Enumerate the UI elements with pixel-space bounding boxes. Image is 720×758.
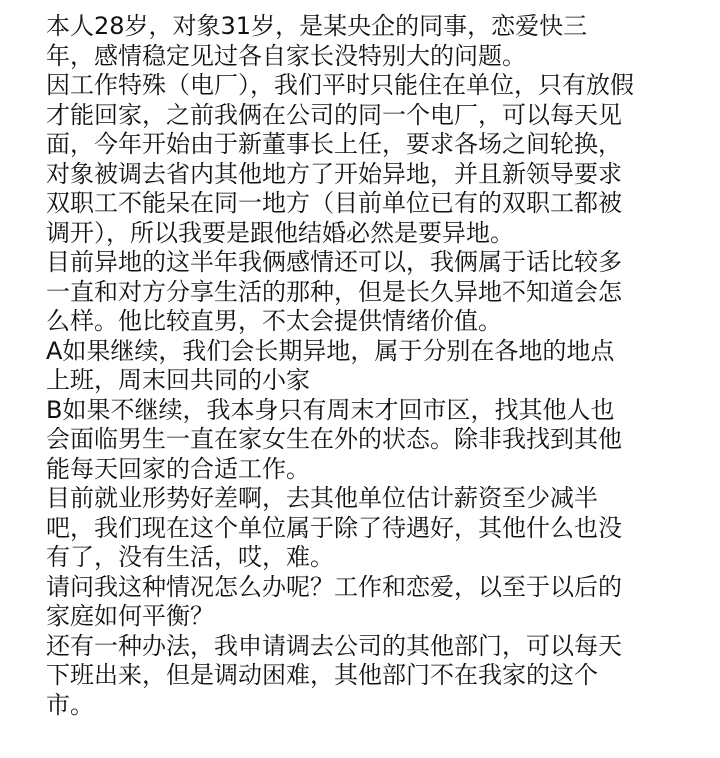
text-line: 目前就业形势好差啊，去其他单位估计薪资至少减半 (46, 484, 598, 512)
text-line: 有了，没有生活，哎，难。 (46, 543, 334, 571)
text-line: 么样。他比较直男，不太会提供情绪价值。 (46, 307, 502, 335)
text-line: 市。 (46, 690, 94, 719)
text-line: 本人28岁，对象31岁，是某央企的同事，恋爱快三 (46, 12, 588, 40)
text-line: 目前异地的这半年我俩感情还可以，我俩属于话比较多 (46, 248, 622, 276)
text-line: 请问我这种情况怎么办呢？工作和恋爱，以至于以后的 (46, 572, 622, 601)
text-line: B如果不继续，我本身只有周末才回市区，找其他人也 (46, 395, 615, 424)
text-line: 能每天回家的合适工作。 (46, 454, 310, 483)
text-line: 会面临男生一直在家女生在外的状态。除非我找到其他 (46, 425, 622, 453)
text-line: 双职工不能呆在同一地方（目前单位已有的双职工都被 (46, 189, 622, 217)
text-line: 还有一种办法，我申请调去公司的其他部门，可以每天 (46, 631, 622, 660)
text-line: A如果继续，我们会长期异地，属于分别在各地的地点 (46, 336, 615, 365)
text-line: 因工作特殊（电厂），我们平时只能住在单位，只有放假 (46, 71, 634, 99)
text-line: 对象被调去省内其他地方了开始异地，并且新领导要求 (46, 159, 622, 188)
text-line: 家庭如何平衡？ (46, 602, 214, 630)
text-line: 才能回家，之前我俩在公司的同一个电厂，可以每天见 (46, 100, 622, 129)
post-body (46, 12, 686, 720)
text-line: 调开），所以我要是跟他结婚必然是要异地。 (46, 218, 514, 247)
text-line: 上班，周末回共同的小家 (46, 366, 310, 394)
text-line: 吧，我们现在这个单位属于除了待遇好，其他什么也没 (46, 513, 622, 542)
text-line: 下班出来，但是调动困难，其他部门不在我家的这个 (46, 661, 598, 689)
text-line: 面，今年开始由于新董事长上任，要求各场之间轮换， (46, 130, 622, 158)
text-line: 年，感情稳定见过各自家长没特别大的问题。 (46, 41, 526, 70)
text-line: 一直和对方分享生活的那种，但是长久异地不知道会怎 (46, 277, 622, 306)
